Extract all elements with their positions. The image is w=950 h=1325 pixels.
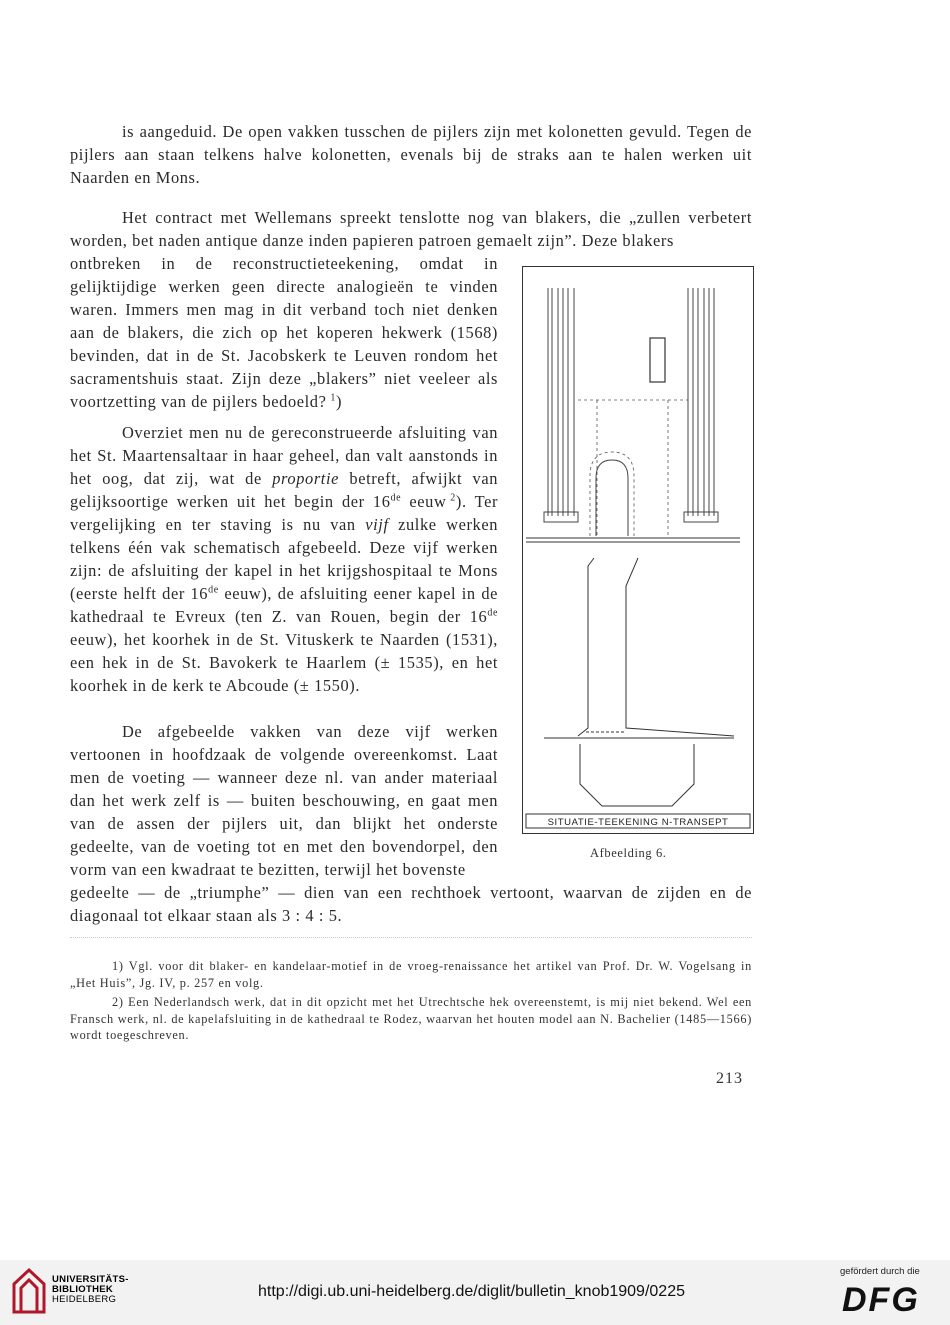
- right-pillar: [684, 288, 718, 522]
- page-number: 213: [716, 1070, 743, 1087]
- paragraph-4-full: gedeelte — de „triumphe” — dien van een rechthoek vertoont, waarvan de zijden en de diagonaal tot elkaar staan als 3 : 4 : 5.: [70, 883, 752, 925]
- footnote-ref-2: 2: [450, 492, 456, 504]
- p3-text-a: Overziet men nu de gereconstrueerde afsluiting van het St. Maartensaltaar in haar geheel, dan valt aanstonds in het oog, dat zij, wat de: [70, 423, 498, 488]
- doorway-arch: [596, 460, 628, 536]
- window-rect: [650, 338, 665, 382]
- paragraph-2-full: Het contract met Wellemans spreekt tenslotte nog van blakers, die „zullen verbetert worden, bet naden antique danze inden papieren patroen gemaelt zijn”. Deze blakers: [70, 208, 752, 250]
- dfg-logo[interactable]: DFG: [842, 1281, 920, 1319]
- footnote-2: 2) Een Nederlandsch werk, dat in dit opzicht met het Utrechtsche hek overeenstemt, is mij niet bekend. Wel een Fransch werk, nl. de kapelafsluiting in de kathedraal te Rodez, waarvan het houten model aan N. Bachelier (1485—1566) wordt toegeschreven.: [70, 995, 752, 1042]
- permalink-url[interactable]: http://digi.ub.uni-heidelberg.de/diglit/bulletin_knob1909/0225: [258, 1283, 685, 1300]
- footnote-divider: [70, 937, 752, 938]
- library-line-3: HEIDELBERG: [52, 1294, 117, 1305]
- paragraph-2-flow: ontbreken in de reconstructieteekening, omdat in gelijktijdige werken geen directe analogieën te vinden waren. Immers men mag in dit verband toch niet denken aan de blakers, die zich op het koperen hekwerk (1568) bevinden, dat in de St. Jacobskerk te Leuven rondom het sacramentshuis staat. Zijn deze „blakers” niet veeleer als voortzetting van de pijlers bedoeld? $^1$): [70, 254, 498, 411]
- paragraph-1: is aangeduid. De open vakken tusschen de pijlers zijn met kolonetten gevuld. Tegen de pijlers aan staan telkens halve kolonetten, evenals bij de straks aan te halen werken uit Naarden en Mons.: [70, 122, 752, 187]
- footnote-ref-1: 1: [330, 392, 336, 404]
- p3-text-b: betreft, afwijkt van gelijksoortige werken uit het begin der 16: [70, 469, 498, 511]
- footnote-1: 1) Vgl. voor dit blaker- en kandelaar-motief in de vroeg-renaissance het artikel van Prof. Dr. W. Vogelsang in „Het Huis”, Jg. IV, p. 257 en volg.: [70, 959, 752, 990]
- plan-walls: [544, 558, 734, 806]
- sup-de-3: de: [487, 607, 498, 619]
- p3-text-d: . Ter vergelijking en ter staving is nu van: [70, 492, 499, 534]
- p3-text-e: zulke werken telkens één vak schematisch afgebeeld. Deze vijf werken zijn: de afsluiting der kapel in het krijgshospitaal te Mons (eerste helft der 16: [70, 515, 498, 603]
- dashed-outline: [578, 400, 688, 536]
- paragraph-2-flow-text: ontbreken in de reconstructieteekening, omdat in gelijktijdige werken geen directe analogieën te vinden waren. Immers men mag in dit verband toch niet denken aan de blakers, die zich op het koperen hekwerk (1568) bevinden, dat in de St. Jacobskerk te Leuven rondom het sacramentshuis staat. Zijn deze „blakers” niet veeleer als voortzetting van de pijlers bedoeld?: [70, 254, 498, 411]
- figure-label: SITUATIE-TEEKENING N-TRANSEPT: [547, 817, 729, 828]
- p3-italic-vijf: vijf: [365, 515, 389, 534]
- library-name[interactable]: [52, 1275, 129, 1305]
- p3-text-f: eeuw), de afsluiting eener kapel in de kathedraal te Evreux (ten Z. van Rouen, begin der 16: [70, 584, 498, 626]
- library-line-2: BIBLIOTHEK: [52, 1284, 114, 1295]
- figure-caption: Afbeelding 6.: [590, 846, 667, 860]
- sup-de-1: de: [390, 492, 402, 504]
- figure-frame: [523, 267, 754, 834]
- figure-drawing: [522, 266, 754, 834]
- library-line-1: UNIVERSITÄTS-: [52, 1274, 129, 1285]
- p3-italic-proportie: proportie: [272, 469, 339, 488]
- paragraph-4-flow: De afgebeelde vakken van deze vijf werken vertoonen in hoofdzaak de volgende overeenkomst. Laat men de voeting — wanneer deze nl. van ander materiaal dan het werk zelf is — buiten beschouwing, en gaat men van de assen der pijlers uit, dan blijkt het onderste gedeelte, van de voeting tot en met den bovendorpel, den vorm van een kwadraat te bezitten, terwijl het bovenste: [70, 722, 498, 879]
- base-line: [526, 538, 740, 542]
- sup-de-2: de: [208, 584, 219, 596]
- p3-text-c: eeuw: [409, 492, 447, 511]
- paragraph-3: Overziet men nu de gereconstrueerde afsluiting van het St. Maartensaltaar in haar geheel, dan valt aanstonds in het oog, dat zij, wat de proportie betreft, afwijkt van gelijksoortige werken uit het begin der 16de eeuw $^2$). Ter vergelijking en ter staving is nu van vijf zulke werken telkens één vak schematisch afgebeeld. Deze vijf werken zijn: de afsluiting der kapel in het krijgshospitaal te Mons (eerste helft der 16de eeuw), de afsluiting eener kapel in de kathedraal te Evreux (ten Z. van Rouen, begin der 16de eeuw), het koorhek in de St. Vituskerk te Naarden (1531), een hek in de St. Bavokerk te Haarlem (± 1535), en het koorhek in de kerk te Abcoude (± 1550).: [70, 423, 499, 695]
- funded-by-label: gefördert durch die: [840, 1266, 920, 1277]
- left-pillar: [544, 288, 578, 522]
- p3-text-g: eeuw), het koorhek in de St. Vituskerk te Naarden (1531), een hek in de St. Bavokerk te Haarlem (± 1535), en het koorhek in de kerk te Abcoude (± 1550).: [70, 630, 498, 695]
- university-logo-icon: [10, 1266, 48, 1316]
